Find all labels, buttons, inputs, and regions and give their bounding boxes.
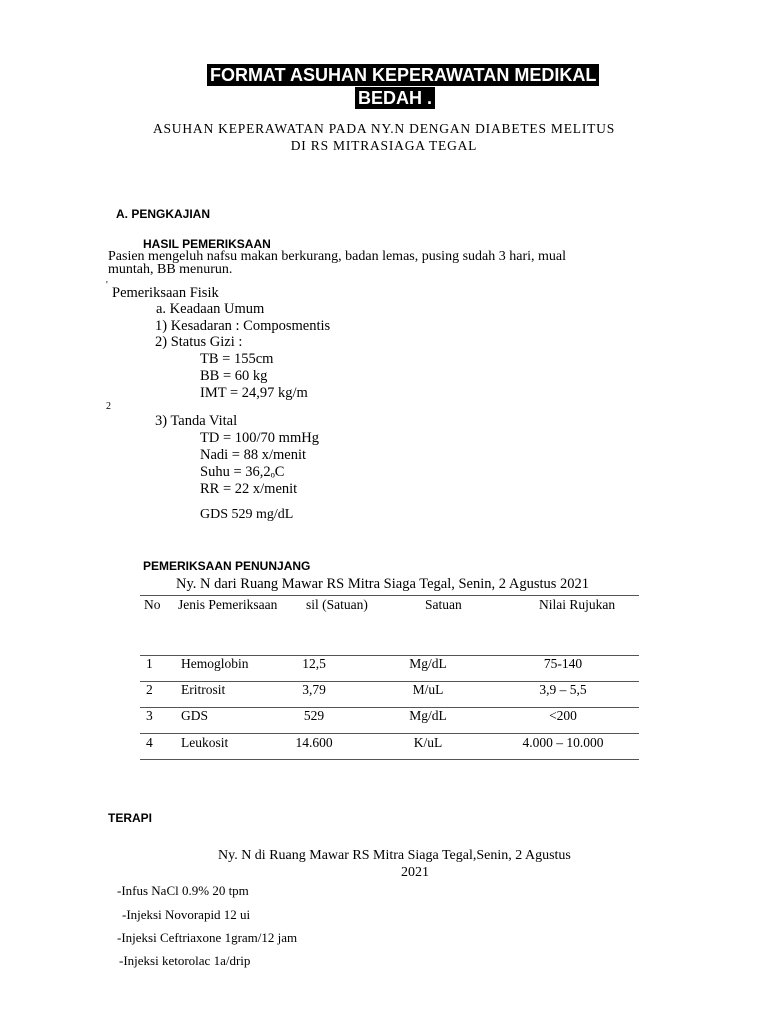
document-subtitle-line2: DI RS MITRASIAGA TEGAL (290, 138, 478, 153)
gds: GDS 529 mg/dL (200, 507, 294, 522)
complaint-line1: Pasien mengeluh nafsu makan berkurang, badan lemas, pusing sudah 3 hari, mual (108, 249, 566, 264)
table-cell-no: 1 (146, 656, 153, 671)
table-cell-jenis: Leukosit (181, 735, 229, 750)
table-cell-no: 4 (146, 735, 153, 750)
table-cell-nilai-rujukan: 4.000 – 10.000 (522, 735, 604, 750)
pemeriksaan-fisik-heading: Pemeriksaan Fisik (112, 285, 219, 301)
table-rule (140, 733, 639, 734)
table-cell-hasil: 3,79 (302, 682, 326, 697)
table-cell-jenis: GDS (181, 708, 209, 723)
table-cell-jenis: Hemoglobin (181, 656, 249, 671)
imt-superscript: 2 (106, 401, 111, 412)
suhu: Suhu = 36,2ₒC (200, 464, 285, 480)
tekanan-darah: TD = 100/70 mmHg (200, 430, 319, 446)
column-header-jenis: Jenis Pemeriksaan (178, 597, 278, 612)
table-cell-satuan: K/uL (413, 735, 443, 750)
table-cell-satuan: Mg/dL (409, 708, 447, 723)
penunjang-caption: Ny. N dari Ruang Mawar RS Mitra Siaga Tegal, Senin, 2 Agustus 2021 (176, 576, 590, 592)
kesadaran: 1) Kesadaran : Composmentis (155, 318, 331, 334)
column-header-nilai-rujukan: Nilai Rujukan (539, 597, 616, 612)
section-heading-terapi: TERAPI (108, 811, 153, 825)
table-cell-satuan: Mg/dL (409, 656, 447, 671)
list-item: -Injeksi ketorolac 1a/drip (119, 953, 251, 968)
section-heading-penunjang: PEMERIKSAAN PENUNJANG (143, 559, 311, 573)
document-title-line1: FORMAT ASUHAN KEPERAWATAN MEDIKAL (207, 64, 599, 86)
table-rule-bottom (140, 759, 639, 760)
table-cell-nilai-rujukan: 3,9 – 5,5 (539, 682, 587, 697)
table-cell-hasil: 529 (303, 708, 325, 723)
respiratory-rate: RR = 22 x/menit (200, 481, 298, 497)
document-subtitle-line1: ASUHAN KEPERAWATAN PADA NY.N DENGAN DIABETES MELITUS (152, 121, 616, 136)
nadi: Nadi = 88 x/menit (200, 447, 307, 463)
table-cell-nilai-rujukan: 75-140 (543, 656, 583, 671)
stray-mark: ' (106, 280, 108, 291)
column-header-no: No (144, 597, 161, 612)
imt: IMT = 24,97 kg/m (200, 385, 308, 401)
tanda-vital: 3) Tanda Vital (155, 413, 238, 429)
subheading-hasil-pemeriksaan: HASIL PEMERIKSAAN (143, 237, 271, 251)
table-rule-top (140, 595, 639, 596)
column-header-hasil: sil (Satuan) (306, 597, 368, 612)
keadaan-umum: a. Keadaan Umum (156, 301, 265, 317)
table-cell-nilai-rujukan: <200 (549, 708, 577, 723)
terapi-caption-line2: 2021 (401, 865, 429, 880)
terapi-caption-line1: Ny. N di Ruang Mawar RS Mitra Siaga Tegal,Senin, 2 Agustus (218, 848, 571, 863)
complaint-line2: muntah, BB menurun. (108, 262, 233, 277)
list-item: -Infus NaCl 0.9% 20 tpm (117, 883, 249, 898)
section-heading-pengkajian: A. PENGKAJIAN (116, 207, 211, 221)
column-header-satuan: Satuan (425, 597, 462, 612)
list-item: -Injeksi Ceftriaxone 1gram/12 jam (117, 930, 298, 945)
table-cell-hasil: 14.600 (295, 735, 333, 750)
table-cell-hasil: 12,5 (302, 656, 326, 671)
table-cell-no: 3 (146, 708, 153, 723)
table-cell-jenis: Eritrosit (181, 682, 226, 697)
table-cell-no: 2 (146, 682, 153, 697)
status-gizi: 2) Status Gizi : (155, 334, 243, 350)
berat-badan: BB = 60 kg (200, 368, 268, 384)
tinggi-badan: TB = 155cm (200, 351, 274, 367)
list-item: -Injeksi Novorapid 12 ui (122, 907, 251, 922)
table-cell-satuan: M/uL (412, 682, 444, 697)
document-title-line2: BEDAH . (355, 87, 435, 109)
